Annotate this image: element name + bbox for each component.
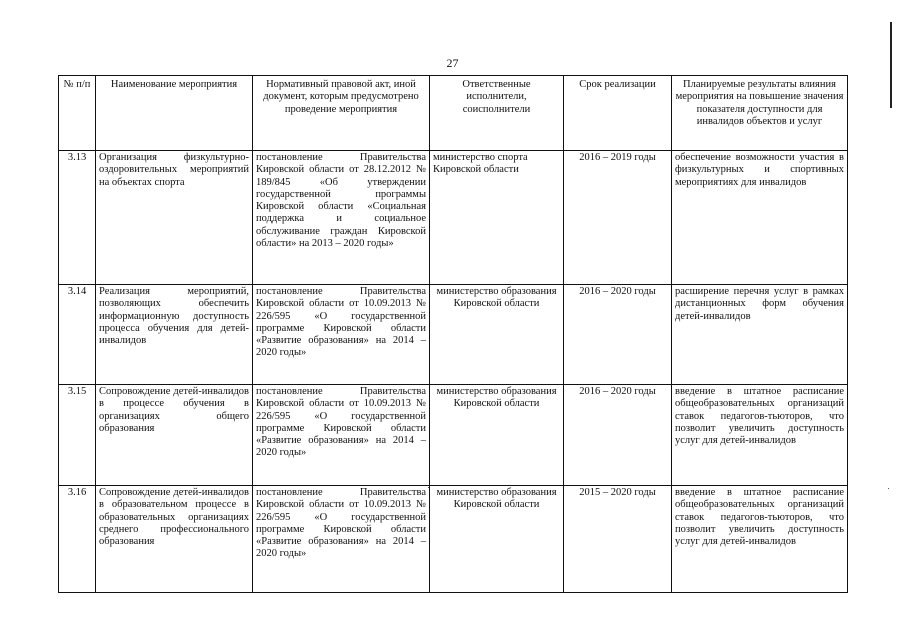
- row-executors: министерство образования Кировской области: [430, 285, 564, 385]
- row-num: 3.15: [59, 385, 96, 486]
- row-period: 2016 – 2020 годы: [564, 285, 672, 385]
- header-period: Срок реализации: [564, 76, 672, 151]
- row-results: введение в штатное расписание общеобразовательных организаций ставок педагогов-тьюторов, что позволит увеличить доступность услуг для детей-инвалидов: [672, 486, 848, 593]
- row-num: 3.13: [59, 151, 96, 285]
- row-results: расширение перечня услуг в рамках дистанционных форм обучения детей-инвалидов: [672, 285, 848, 385]
- row-executors: министерство образования Кировской области: [430, 385, 564, 486]
- table-header-row: [59, 76, 848, 151]
- header-results: Планируемые результаты влияния мероприятия на повышение значения показателя доступности для инвалидов объектов и услуг: [672, 76, 848, 151]
- row-results: обеспечение возможности участия в физкультурных и спортивных мероприятиях для инвалидов: [672, 151, 848, 285]
- scan-speck: [888, 488, 889, 489]
- row-num: 3.14: [59, 285, 96, 385]
- row-name: Организация физкультурно-оздоровительных мероприятий на объектах спорта: [96, 151, 253, 285]
- row-period: 2015 – 2020 годы: [564, 486, 672, 593]
- header-name: Наименование мероприятия: [96, 76, 253, 151]
- page-number: 27: [446, 56, 459, 70]
- row-period: 2016 – 2020 годы: [564, 385, 672, 486]
- header-act: Нормативный правовой акт, иной документ, которым предусмотрено проведение мероприятия: [253, 76, 430, 151]
- row-num: 3.16: [59, 486, 96, 593]
- row-name: Сопровождение детей-инвалидов в образовательном процессе в образовательных организациях среднего профессионального образования: [96, 486, 253, 593]
- header-num: № п/п: [59, 76, 96, 151]
- row-act: постановление Правительства Кировской области от 10.09.2013 № 226/595 «О государственной программе Кировской области «Развитие образования» на 2014 – 2020 годы»: [253, 285, 430, 385]
- table-row: [59, 285, 848, 385]
- table-row: [59, 486, 848, 593]
- row-period: 2016 – 2019 годы: [564, 151, 672, 285]
- scan-edge-line: [890, 22, 892, 108]
- table-row: [59, 385, 848, 486]
- row-executors: министерство образования Кировской области: [430, 486, 564, 593]
- row-results: введение в штатное расписание общеобразовательных организаций ставок педагогов-тьюторов, что позволит увеличить доступность услуг для детей-инвалидов: [672, 385, 848, 486]
- measures-table: [58, 75, 848, 593]
- table-row: [59, 151, 848, 285]
- row-name: Реализация мероприятий, позволяющих обеспечить информационную доступность процесса обучения для детей-инвалидов: [96, 285, 253, 385]
- row-act: постановление Правительства Кировской области от 10.09.2013 № 226/595 «О государственной программе Кировской области «Развитие образования» на 2014 – 2020 годы»: [253, 385, 430, 486]
- row-act: постановление Правительства Кировской области от 10.09.2013 № 226/595 «О государственной программе Кировской области «Развитие образования» на 2014 – 2020 годы»: [253, 486, 430, 593]
- row-act: постановление Правительства Кировской области от 28.12.2012 № 189/845 «Об утверждении государственной программы Кировской области «Социальная поддержка и социальное обслуживание граждан Кировской области» на 2013 – 2020 годы»: [253, 151, 430, 285]
- row-name: Сопровождение детей-инвалидов в процессе обучения в организациях общего образования: [96, 385, 253, 486]
- row-executors: министерство спорта Кировской области: [430, 151, 564, 285]
- header-executors: Ответственные исполнители, соисполнители: [430, 76, 564, 151]
